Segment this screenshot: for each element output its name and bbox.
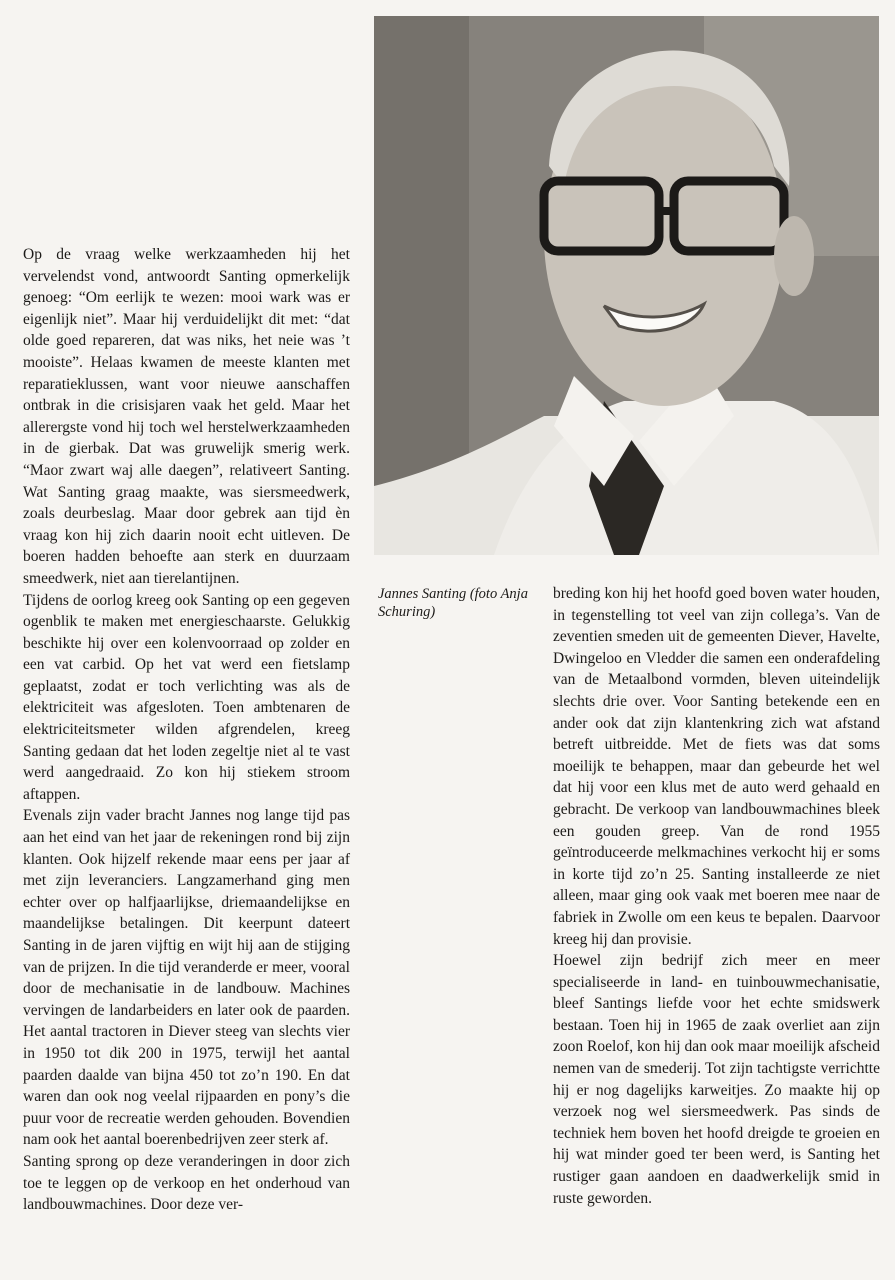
article-paragraph: Hoewel zijn bedrijf zich meer en meer specialiseerde in land- en tuinbouwmechanisatie, bleef Santings liefde voor het echte smidswerk bestaan. Toen hij in 1965 de zaak overliet aan zijn zoon Roelof, kon hij dan ook maar moeilijk afscheid nemen van de smederij. Tot zijn tachtigste verrichtte hij er nog dagelijks karweitjes. Zo maakte hij op verzoek nog wel siersmeedwerk. Pas sinds de techniek hem boven het hoofd dreigde te groeien en hij wat minder goed ter been werd, is Santing het rustiger gaan aandoen en daadwerkelijk smid in ruste geworden. (553, 952, 880, 1207)
article-paragraph: Tijdens de oorlog kreeg ook Santing op een gegeven ogenblik te maken met energieschaarste. Gelukkig beschikte hij over een kolenvoorraad op zolder en een vat carbid. Op het vat werd een fietslamp geplaatst, zodat er toch verlichting was als de elektriciteit was afgesloten. Toen ambtenaren de elektriciteitsmeter wilden afgrendelen, kreeg Santing gedaan dat het loden zegeltje niet al te vast werd aangedraaid. Zo kon hij stiekem stroom aftappen. (23, 591, 350, 803)
article-paragraph: Evenals zijn vader bracht Jannes nog lange tijd pas aan het eind van het jaar de rekeningen rond bij zijn klanten. Ook hijzelf rekende maar eens per jaar af met zijn leveranciers. Langzamerhand ging men echter over op halfjaarlijkse, driemaandelijkse en maandelijkse betalingen. Dit keerpunt dateert Santing in de jaren vijftig en wijt hij aan de stijging van de prijzen. In die tijd veranderde er meer, vooral door de mechanisatie in de landbouw. Machines vervingen de landarbeiders en later ook de paarden. Het aantal tractoren in Diever steeg van slechts vier in 1950 tot dik 200 in 1975, terwijl het aantal paarden daalde van bijna 450 tot zo’n 190. En dat waren dan ook nog veelal rijpaarden en pony’s die puur voor de recreatie werden gehouden. Bovendien nam ook het aantal boerenbedrijven zeer sterk af. (23, 807, 350, 1149)
article-paragraph: Op de vraag welke werkzaamheden hij het vervelendst vond, antwoordt Santing opmerkelijk genoeg: “Om eerlijk te wezen: mooi wark was er eigenlijk niet”. Maar hij verduidelijkt dit met: “dat olde goed repareren, dat was niks, het neie was ’t mooiste”. Helaas kwamen de meeste klanten met reparatieklussen, want voor nieuwe aanschaffen ontbrak in die crisisjaren vaak het geld. Maar het allerergste vond hij toch wel herstelwerkzaamheden in de gierbak. Dat was gruwelijk smerig werk. “Maor zwart waj alle daegen”, relativeert Santing. Wat Santing graag maakte, was siersmeedwerk, zoals deurbeslag. Maar door gebrek aan tijd èn vraag kon hij zich daarin nooit echt uitleven. De boeren hadden behoefte aan sterk en duurzaam smeedwerk, niet aan tierelantijnen. (23, 246, 350, 587)
photo-caption: Jannes Santing (foto Anja Schuring) (378, 586, 528, 620)
article-paragraph: breding kon hij het hoofd goed boven water houden, in tegenstelling tot veel van zijn collega’s. Van de zeventien smeden uit de gemeenten Diever, Havelte, Dwingeloo en Vledder die samen een onderafdeling van de Metaalbond vormden, bleven uiteindelijk slechts drie over. Voor Santing betekende een en ander ook dat zijn klantenkring zich wat afstand betreft uitbreidde. Met de fiets was dat soms moeilijk te behappen, maar dan gebeurde het wel dat hij voor een klus met de auto werd gehaald en gebracht. De verkoop van landbouwmachines bleek een gouden greep. Van de rond 1955 geïntroduceerde melkmachines verkocht hij er soms in korte tijd zo’n 25. Santing installeerde ze niet alleen, maar ging ook vaak met boeren mee naar de fabriek in Zwolle om een keus te bepalen. Daarvoor kreeg hij dan provisie. (553, 585, 880, 948)
portrait-photo (374, 16, 879, 555)
article-column-left (23, 244, 350, 1216)
article-paragraph: Santing sprong op deze veranderingen in door zich toe te leggen op de verkoop en het onderhoud van landbouwmachines. Door deze ver- (23, 1152, 350, 1214)
show-through-text (196, 12, 376, 212)
portrait-illustration (374, 16, 879, 555)
article-column-right (553, 583, 880, 1209)
